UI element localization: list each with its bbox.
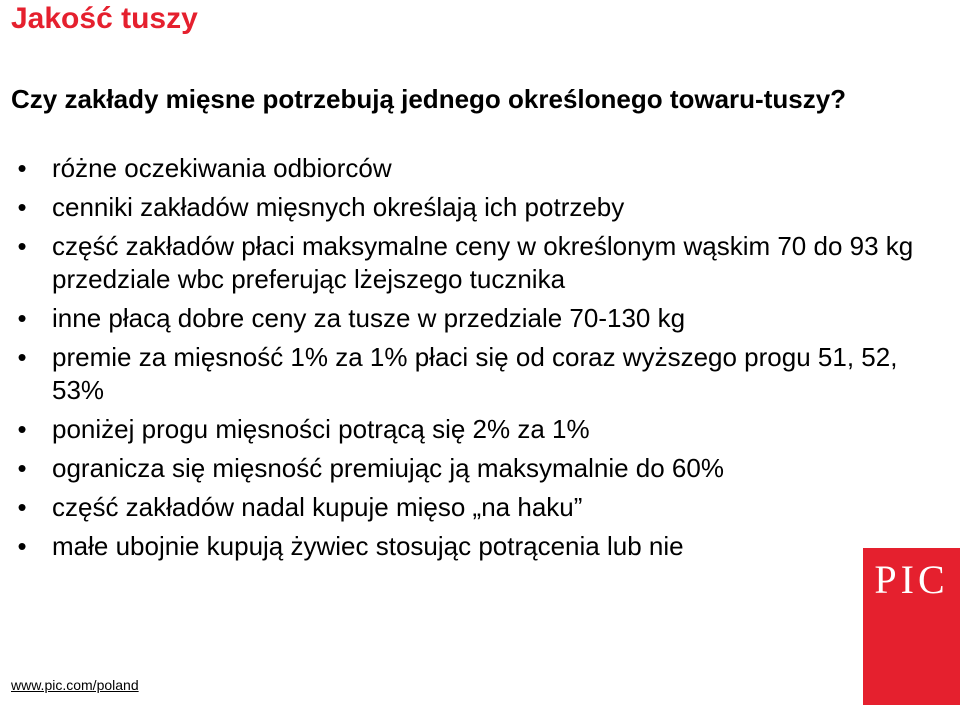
bullet-item: [0, 491, 940, 524]
slide-question: Czy zakłady mięsne potrzebują jednego określonego towaru-tuszy?: [11, 84, 847, 114]
bullet-text: część zakładów nadal kupuje mięso „na haku”: [52, 492, 583, 522]
bullet-item: [0, 191, 940, 224]
bullet-text: ogranicza się mięsność premiując ją maksymalnie do 60%: [52, 453, 724, 483]
bullet-text: małe ubojnie kupują żywiec stosując potrącenia lub nie: [52, 531, 684, 561]
bullet-marker: •: [17, 192, 27, 222]
bullet-item: [0, 452, 940, 485]
bullet-marker: •: [17, 492, 27, 522]
bullet-marker: •: [17, 342, 27, 372]
pic-logo-text: PIC: [874, 557, 949, 602]
bullet-list: [0, 152, 940, 569]
bullet-item: [0, 152, 940, 185]
bullet-text: inne płacą dobre ceny za tusze w przedziale 70-130 kg: [52, 303, 686, 333]
bullet-text: różne oczekiwania odbiorców: [52, 153, 392, 183]
bullet-marker: •: [17, 531, 27, 561]
pic-logo: [863, 548, 960, 705]
bullet-item: [0, 230, 940, 296]
bullet-marker: •: [17, 414, 27, 444]
bullet-marker: •: [17, 453, 27, 483]
bullet-text: poniżej progu mięsności potrącą się 2% za 1%: [52, 414, 590, 444]
bullet-item: [0, 302, 940, 335]
bullet-marker: •: [17, 303, 27, 333]
footer-website-link[interactable]: www.pic.com/poland: [11, 677, 139, 693]
slide-title: Jakość tuszy: [11, 2, 198, 35]
bullet-text: cenniki zakładów mięsnych określają ich potrzeby: [52, 192, 625, 222]
bullet-text: premie za mięsność 1% za 1% płaci się od coraz wyższego progu 51, 52, 53%: [52, 342, 898, 405]
bullet-text: część zakładów płaci maksymalne ceny w określonym wąskim 70 do 93 kg przedziale wbc preferując lżejszego tucznika: [52, 231, 914, 294]
bullet-item: [0, 413, 940, 446]
bullet-item: [0, 530, 940, 563]
bullet-marker: •: [17, 231, 27, 261]
bullet-marker: •: [17, 153, 27, 183]
bullet-item: [0, 341, 940, 407]
